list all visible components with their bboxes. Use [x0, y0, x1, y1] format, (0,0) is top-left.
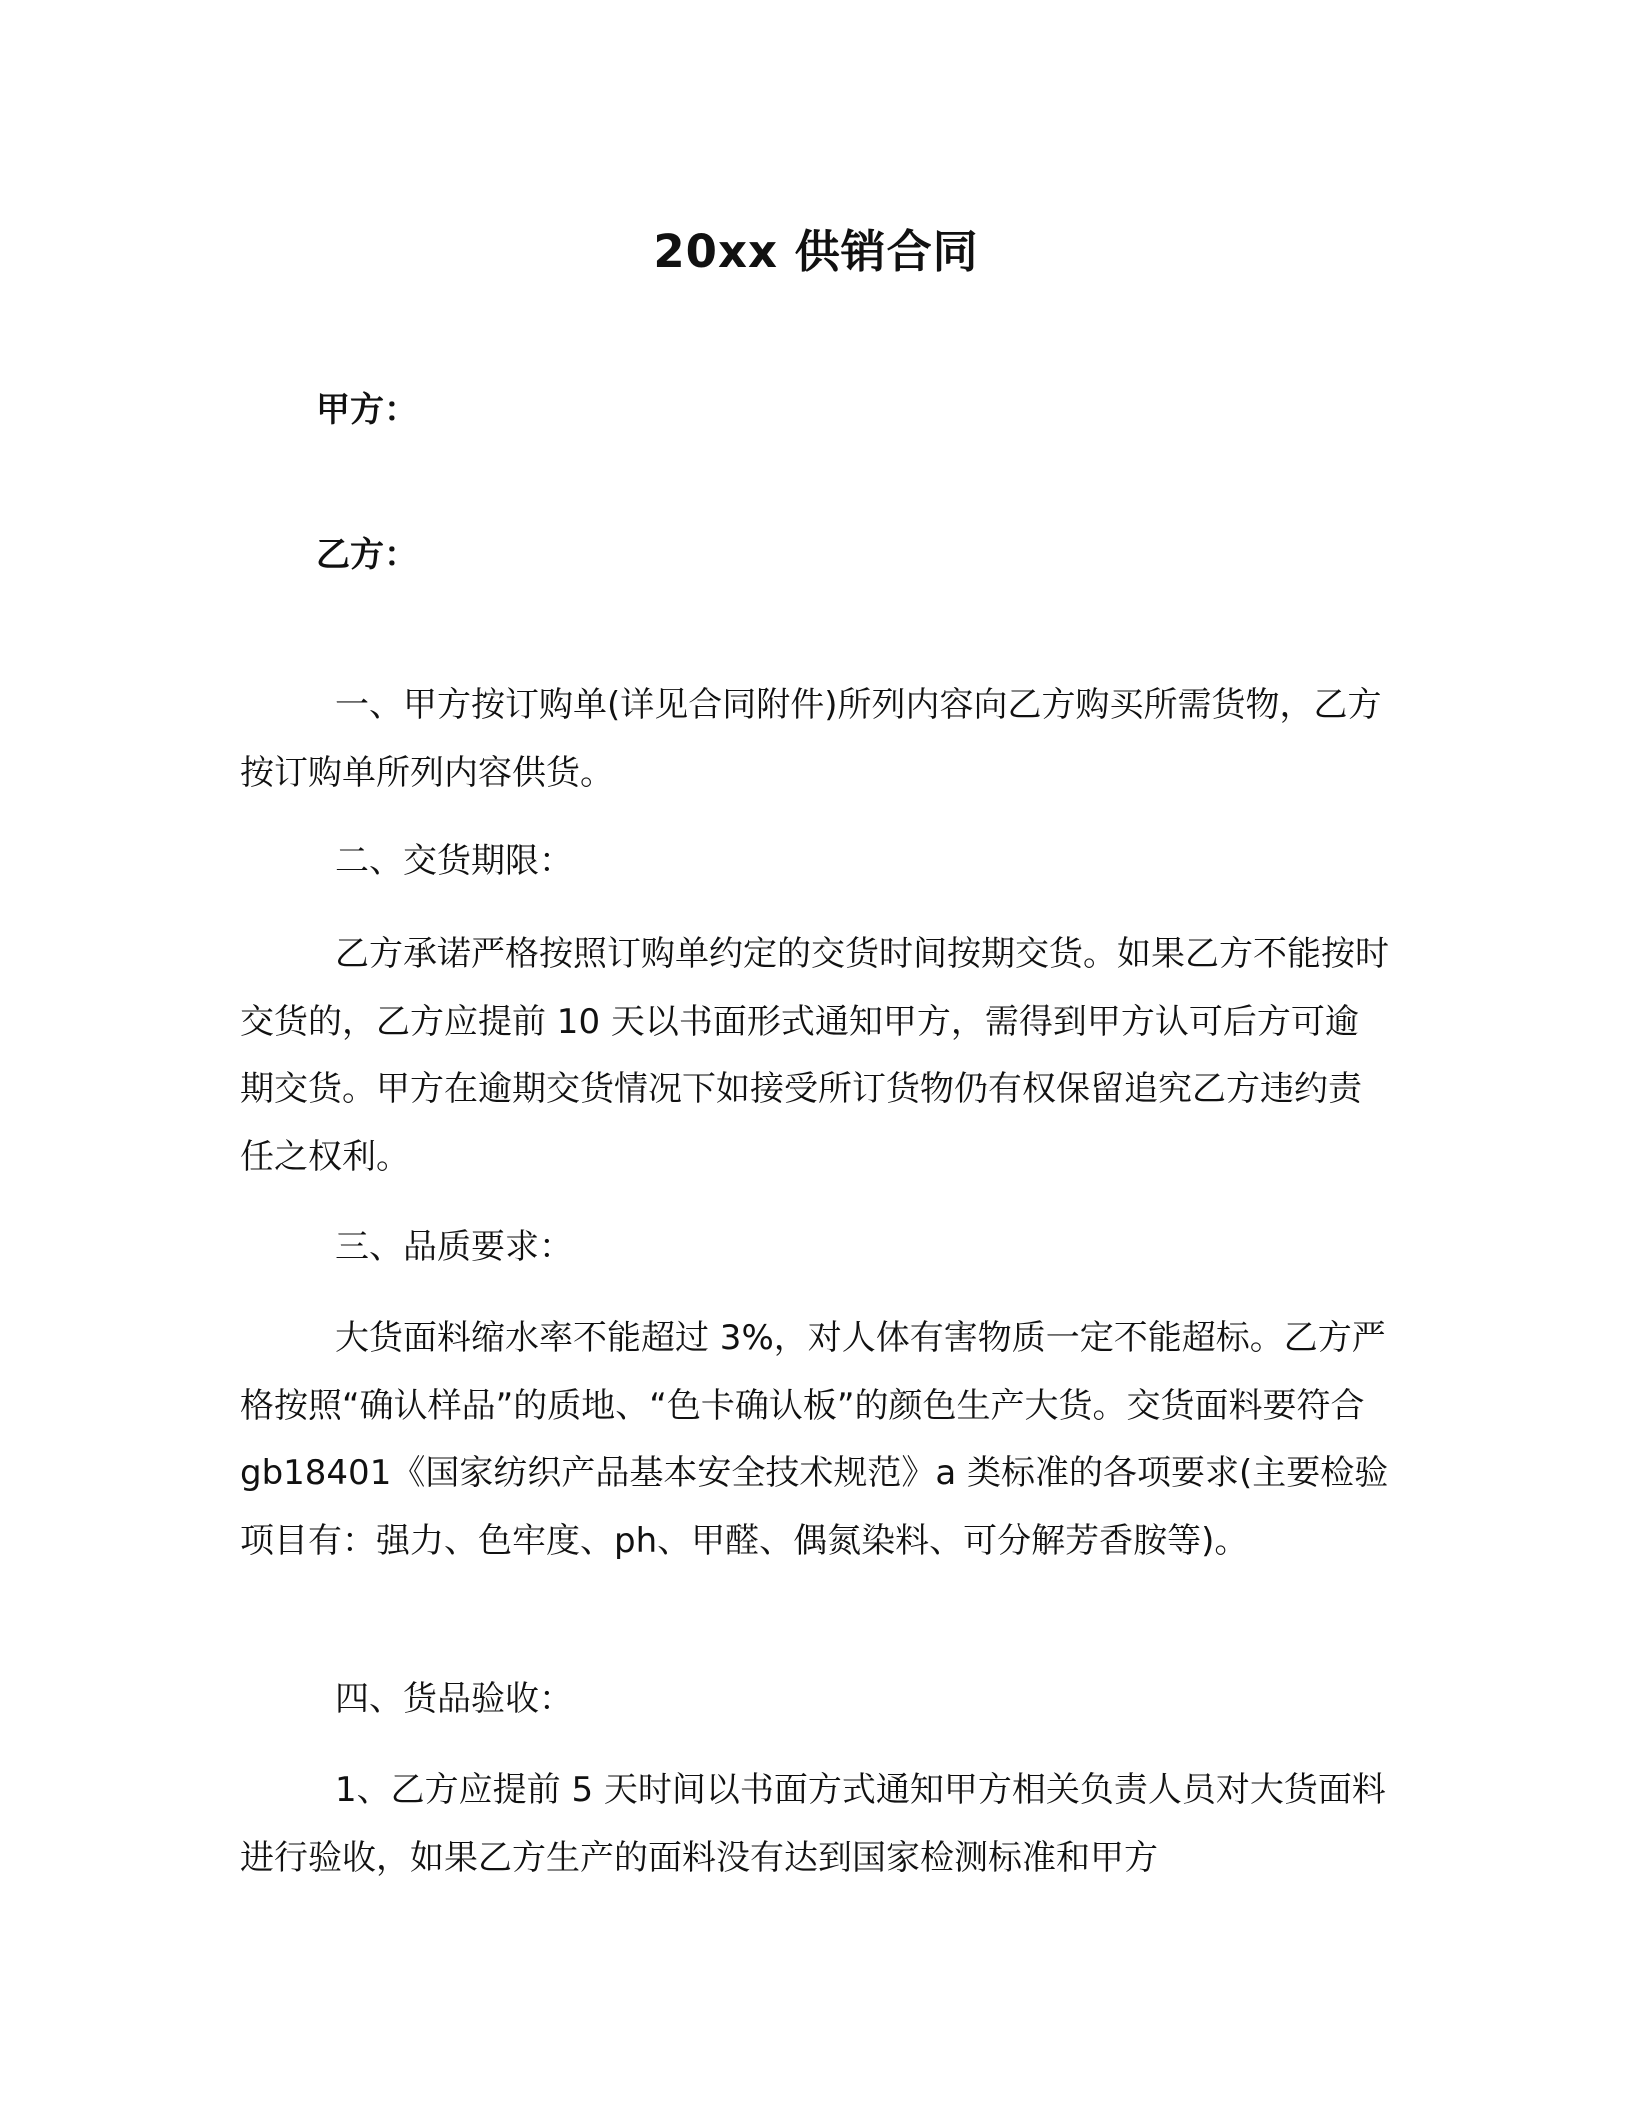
quality-requirements-paragraph: 大货面料缩水率不能超过 3%，对人体有害物质一定不能超标。乙方严格按照“确认样品”的质地、“色卡确认板”的颜色生产大货。交货面料要符合 gb18401《国家纺织产品基本安全技术规范》a 类标准的各项要求(主要检验项目有：强力、色牢度、ph、甲醛、偶氮染料、可分解芳香胺等)。: [240, 1318, 1389, 1561]
document-title: 20xx 供销合同: [653, 225, 979, 278]
goods-acceptance-paragraph: 1、乙方应提前 5 天时间以书面方式通知甲方相关负责人员对大货面料进行验收，如果乙方生产的面料没有达到国家检测标准和甲方: [240, 1770, 1386, 1878]
heading-goods-acceptance: 四、货品验收：: [335, 1679, 573, 1719]
heading-delivery-term: 二、交货期限：: [335, 841, 573, 881]
clause-1-paragraph: 一、甲方按订购单(详见合同附件)所列内容向乙方购买所需货物，乙方按订购单所列内容供货。: [240, 685, 1382, 793]
heading-quality-requirements: 三、品质要求：: [335, 1227, 573, 1267]
party-a-label: 甲方：: [316, 390, 418, 430]
party-b-label: 乙方：: [316, 535, 418, 575]
delivery-term-paragraph: 乙方承诺严格按照订购单约定的交货时间按期交货。如果乙方不能按时交货的，乙方应提前 10 天以书面形式通知甲方，需得到甲方认可后方可逾期交货。甲方在逾期交货情况下如接受所订货物仍有权保留追究乙方违约责任之权利。: [240, 934, 1389, 1177]
